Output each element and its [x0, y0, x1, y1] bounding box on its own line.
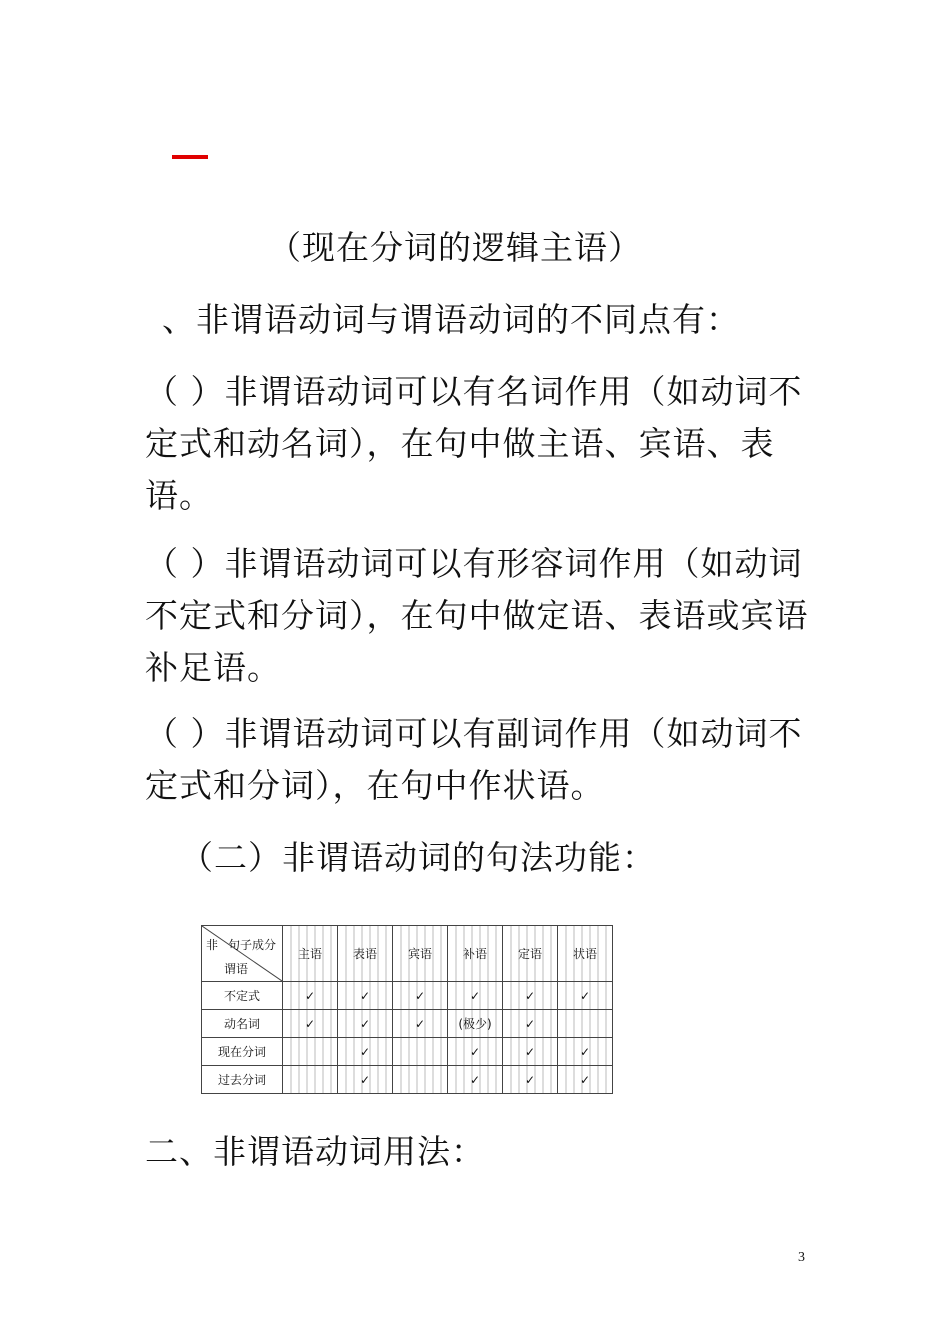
red-dash-mark	[172, 155, 208, 159]
table-cell: ✓	[448, 1038, 503, 1066]
section-two-heading: 二、非谓语动词用法：	[145, 1132, 485, 1171]
corner-label-sentence-component: 句子成分	[228, 938, 277, 952]
table-cell: ✓	[558, 982, 613, 1010]
column-header: 状语	[558, 926, 613, 982]
table-cell: ✓	[503, 1066, 558, 1094]
column-header: 定语	[503, 926, 558, 982]
paragraph-adjective-function: （ ）非谓语动词可以有形容词作用（如动词不定式和分词），在句中做定语、表语或宾语补足语。	[145, 544, 809, 687]
column-header: 宾语	[393, 926, 448, 982]
row-label: 现在分词	[202, 1038, 283, 1066]
paragraph-adverb-function: （ ）非谓语动词可以有副词作用（如动词不定式和分词），在句中作状语。	[145, 714, 803, 805]
corner-label-predicate: 谓语	[224, 962, 249, 976]
table-corner-header	[202, 926, 283, 982]
table-cell: ✓	[338, 1066, 393, 1094]
row-label: 不定式	[202, 982, 283, 1010]
table-header-row	[202, 926, 613, 982]
table-cell: ✓	[338, 1010, 393, 1038]
table-cell: ✓	[558, 1038, 613, 1066]
table-cell: ✓	[448, 1066, 503, 1094]
table-row	[202, 982, 613, 1010]
note-present-participle-subject: （现在分词的逻辑主语）	[268, 228, 642, 267]
table-cell: ✓	[283, 982, 338, 1010]
table-cell	[393, 1066, 448, 1094]
column-header: 补语	[448, 926, 503, 982]
row-label: 动名词	[202, 1010, 283, 1038]
table-cell	[283, 1038, 338, 1066]
table-row	[202, 1010, 613, 1038]
difference-heading: 、非谓语动词与谓语动词的不同点有：	[162, 300, 740, 339]
paragraph-noun-function: （ ）非谓语动词可以有名词作用（如动词不定式和动名词），在句中做主语、宾语、表语。	[145, 372, 803, 515]
table-cell	[393, 1038, 448, 1066]
table-cell: ✓	[338, 982, 393, 1010]
function-table	[201, 925, 613, 1094]
table-cell: ✓	[283, 1010, 338, 1038]
table-cell: (极少)	[448, 1010, 503, 1038]
table-cell: ✓	[393, 1010, 448, 1038]
column-header: 主语	[283, 926, 338, 982]
table-cell	[558, 1010, 613, 1038]
table-cell: ✓	[503, 982, 558, 1010]
column-header: 表语	[338, 926, 393, 982]
corner-label-non: 非	[206, 938, 219, 952]
page-number: 3	[798, 1250, 805, 1265]
section-syntax-functions-heading: （二）非谓语动词的句法功能：	[180, 838, 656, 877]
table-row	[202, 1066, 613, 1094]
table-cell: ✓	[338, 1038, 393, 1066]
table-cell: ✓	[558, 1066, 613, 1094]
row-label: 过去分词	[202, 1066, 283, 1094]
table-cell: ✓	[503, 1010, 558, 1038]
table-cell	[283, 1066, 338, 1094]
table-cell: ✓	[393, 982, 448, 1010]
table-cell: ✓	[448, 982, 503, 1010]
table-row	[202, 1038, 613, 1066]
syntax-function-table	[201, 925, 613, 1088]
table-cell: ✓	[503, 1038, 558, 1066]
